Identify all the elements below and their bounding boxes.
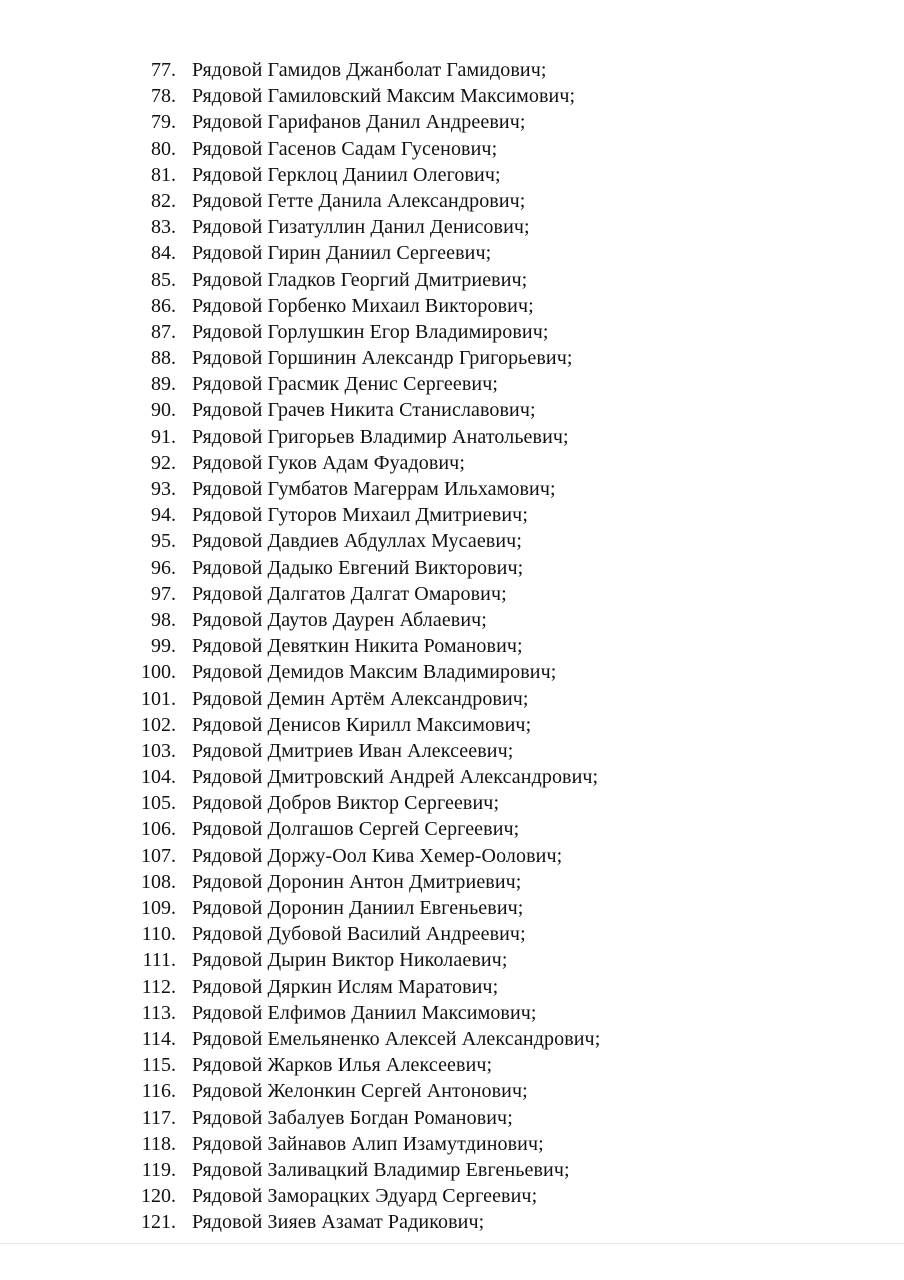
list-item bbox=[0, 345, 904, 371]
item-number: 86. bbox=[151, 294, 176, 317]
item-text: Рядовой Далгатов Далгат Омарович; bbox=[192, 582, 507, 605]
item-number: 108. bbox=[141, 870, 176, 893]
item-number: 113. bbox=[141, 1001, 176, 1024]
list-item bbox=[0, 1052, 904, 1078]
item-text: Рядовой Жарков Илья Алексеевич; bbox=[192, 1054, 493, 1077]
item-number: 116. bbox=[141, 1080, 176, 1103]
item-number: 106. bbox=[141, 818, 176, 841]
item-number: 99. bbox=[151, 635, 176, 658]
item-text: Рядовой Доржу-Оол Кива Хемер-Оолович; bbox=[192, 844, 563, 867]
list-item bbox=[0, 371, 904, 397]
item-number: 93. bbox=[151, 478, 176, 500]
item-number: 95. bbox=[151, 530, 176, 553]
item-number: 98. bbox=[151, 608, 176, 631]
item-text: Рядовой Зайнавов Алип Изамутдинович; bbox=[192, 1132, 544, 1155]
list-item bbox=[0, 319, 904, 345]
item-number: 88. bbox=[151, 347, 176, 370]
item-text: Рядовой Даутов Даурен Аблаевич; bbox=[192, 608, 487, 631]
list-item bbox=[0, 136, 904, 162]
item-number: 80. bbox=[151, 137, 176, 160]
item-number: 97. bbox=[151, 582, 176, 605]
item-text: Рядовой Емельяненко Алексей Александрович; bbox=[192, 1027, 601, 1050]
item-text: Рядовой Долгашов Сергей Сергеевич; bbox=[192, 818, 520, 841]
item-number: 81. bbox=[151, 163, 176, 186]
item-text: Рядовой Грачев Никита Станиславович; bbox=[192, 399, 536, 422]
list-item bbox=[0, 1078, 904, 1104]
item-number: 78. bbox=[151, 85, 176, 108]
list-item bbox=[0, 790, 904, 816]
item-number: 82. bbox=[151, 189, 176, 212]
item-number: 103. bbox=[141, 739, 176, 762]
item-number: 96. bbox=[151, 556, 176, 579]
list-item bbox=[0, 607, 904, 633]
item-number: 105. bbox=[141, 792, 176, 815]
item-text: Рядовой Дяркин Ислям Маратович; bbox=[192, 975, 499, 998]
list-item bbox=[0, 1105, 904, 1131]
item-text: Рядовой Дмитровский Андрей Александрович; bbox=[192, 766, 599, 789]
list-item bbox=[0, 267, 904, 293]
item-text: Рядовой Добров Виктор Сергеевич; bbox=[192, 792, 500, 815]
item-text: Рядовой Дадыко Евгений Викторович; bbox=[192, 556, 524, 579]
item-number: 90. bbox=[151, 399, 176, 422]
personnel-list bbox=[0, 57, 904, 1235]
list-item bbox=[0, 869, 904, 895]
item-text: Рядовой Демидов Максим Владимирович; bbox=[192, 661, 557, 684]
list-item bbox=[0, 1000, 904, 1026]
item-text: Рядовой Дубовой Василий Андреевич; bbox=[192, 923, 526, 946]
item-number: 117. bbox=[141, 1106, 176, 1129]
list-item bbox=[0, 424, 904, 450]
item-text: Рядовой Герклоц Даниил Олегович; bbox=[192, 163, 501, 186]
item-number: 101. bbox=[141, 687, 176, 710]
list-item bbox=[0, 659, 904, 685]
item-number: 115. bbox=[141, 1054, 176, 1077]
item-number: 118. bbox=[141, 1132, 176, 1155]
list-item bbox=[0, 293, 904, 319]
item-text: Рядовой Гетте Данила Александрович; bbox=[192, 189, 526, 212]
list-item bbox=[0, 895, 904, 921]
item-text: Рядовой Горлушкин Егор Владимирович; bbox=[192, 320, 549, 343]
item-text: Рядовой Горшинин Александр Григорьевич; bbox=[192, 347, 573, 370]
item-text: Рядовой Гарифанов Данил Андреевич; bbox=[192, 111, 526, 134]
list-item bbox=[0, 1209, 904, 1235]
item-text: Рядовой Доронин Даниил Евгеньевич; bbox=[192, 897, 524, 919]
list-item bbox=[0, 162, 904, 188]
list-item bbox=[0, 1131, 904, 1157]
list-item bbox=[0, 109, 904, 135]
item-number: 114. bbox=[141, 1027, 176, 1050]
item-text: Рядовой Гумбатов Магеррам Ильхамович; bbox=[192, 478, 556, 500]
list-item bbox=[0, 686, 904, 712]
item-text: Рядовой Гуков Адам Фуадович; bbox=[192, 451, 465, 474]
list-item bbox=[0, 581, 904, 607]
item-text: Рядовой Григорьев Владимир Анатольевич; bbox=[192, 425, 569, 448]
item-text: Рядовой Гирин Даниил Сергеевич; bbox=[192, 242, 492, 265]
list-item bbox=[0, 188, 904, 214]
item-text: Рядовой Гладков Георгий Дмитриевич; bbox=[192, 268, 528, 291]
item-number: 94. bbox=[151, 504, 176, 527]
item-text: Рядовой Дырин Виктор Николаевич; bbox=[192, 949, 508, 972]
item-number: 121. bbox=[141, 1211, 176, 1234]
list-item bbox=[0, 397, 904, 423]
item-text: Рядовой Грасмик Денис Сергеевич; bbox=[192, 373, 499, 396]
item-number: 92. bbox=[151, 451, 176, 474]
list-item bbox=[0, 738, 904, 764]
list-item bbox=[0, 816, 904, 842]
item-text: Рядовой Гасенов Садам Гусенович; bbox=[192, 137, 498, 160]
item-number: 77. bbox=[151, 59, 176, 81]
item-text: Рядовой Давдиев Абдуллах Мусаевич; bbox=[192, 530, 522, 553]
item-text: Рядовой Елфимов Даниил Максимович; bbox=[192, 1001, 537, 1024]
item-text: Рядовой Гуторов Михаил Дмитриевич; bbox=[192, 504, 528, 527]
item-text: Рядовой Забалуев Богдан Романович; bbox=[192, 1106, 513, 1129]
item-text: Рядовой Заливацкий Владимир Евгеньевич; bbox=[192, 1158, 570, 1181]
item-number: 91. bbox=[151, 425, 176, 448]
list-item bbox=[0, 921, 904, 947]
list-item bbox=[0, 712, 904, 738]
list-item bbox=[0, 83, 904, 109]
item-text: Рядовой Желонкин Сергей Антонович; bbox=[192, 1080, 528, 1103]
item-number: 107. bbox=[141, 844, 176, 867]
item-text: Рядовой Гизатуллин Данил Денисович; bbox=[192, 216, 530, 239]
item-number: 79. bbox=[151, 111, 176, 134]
item-text: Рядовой Гамидов Джанболат Гамидович; bbox=[192, 59, 547, 81]
item-text: Рядовой Доронин Антон Дмитриевич; bbox=[192, 870, 522, 893]
item-number: 120. bbox=[141, 1185, 176, 1208]
list-item bbox=[0, 947, 904, 973]
item-number: 111. bbox=[142, 949, 176, 972]
item-number: 112. bbox=[141, 975, 176, 998]
list-item bbox=[0, 633, 904, 659]
item-text: Рядовой Заморацких Эдуард Сергеевич; bbox=[192, 1185, 538, 1208]
list-item bbox=[0, 764, 904, 790]
item-text: Рядовой Девяткин Никита Романович; bbox=[192, 635, 523, 658]
item-text: Рядовой Зияев Азамат Радикович; bbox=[192, 1211, 485, 1234]
item-text: Рядовой Гамиловский Максим Максимович; bbox=[192, 85, 576, 108]
item-number: 84. bbox=[151, 242, 176, 265]
list-item bbox=[0, 1157, 904, 1183]
list-item bbox=[0, 974, 904, 1000]
list-item bbox=[0, 214, 904, 240]
list-item bbox=[0, 240, 904, 266]
item-number: 85. bbox=[151, 268, 176, 291]
page-edge-line bbox=[0, 1243, 904, 1244]
list-item bbox=[0, 476, 904, 502]
item-number: 104. bbox=[141, 766, 176, 789]
item-text: Рядовой Дмитриев Иван Алексеевич; bbox=[192, 739, 514, 762]
item-number: 109. bbox=[141, 897, 176, 919]
item-text: Рядовой Горбенко Михаил Викторович; bbox=[192, 294, 534, 317]
list-item bbox=[0, 57, 904, 83]
item-text: Рядовой Демин Артём Александрович; bbox=[192, 687, 529, 710]
item-number: 89. bbox=[151, 373, 176, 396]
list-item bbox=[0, 555, 904, 581]
list-item bbox=[0, 502, 904, 528]
item-number: 100. bbox=[141, 661, 176, 684]
item-text: Рядовой Денисов Кирилл Максимович; bbox=[192, 713, 532, 736]
list-item bbox=[0, 1026, 904, 1052]
item-number: 102. bbox=[141, 713, 176, 736]
item-number: 110. bbox=[141, 923, 176, 946]
item-number: 83. bbox=[151, 216, 176, 239]
item-number: 119. bbox=[141, 1158, 176, 1181]
item-number: 87. bbox=[151, 320, 176, 343]
list-item bbox=[0, 1183, 904, 1209]
list-item bbox=[0, 843, 904, 869]
list-item bbox=[0, 528, 904, 554]
list-item bbox=[0, 450, 904, 476]
